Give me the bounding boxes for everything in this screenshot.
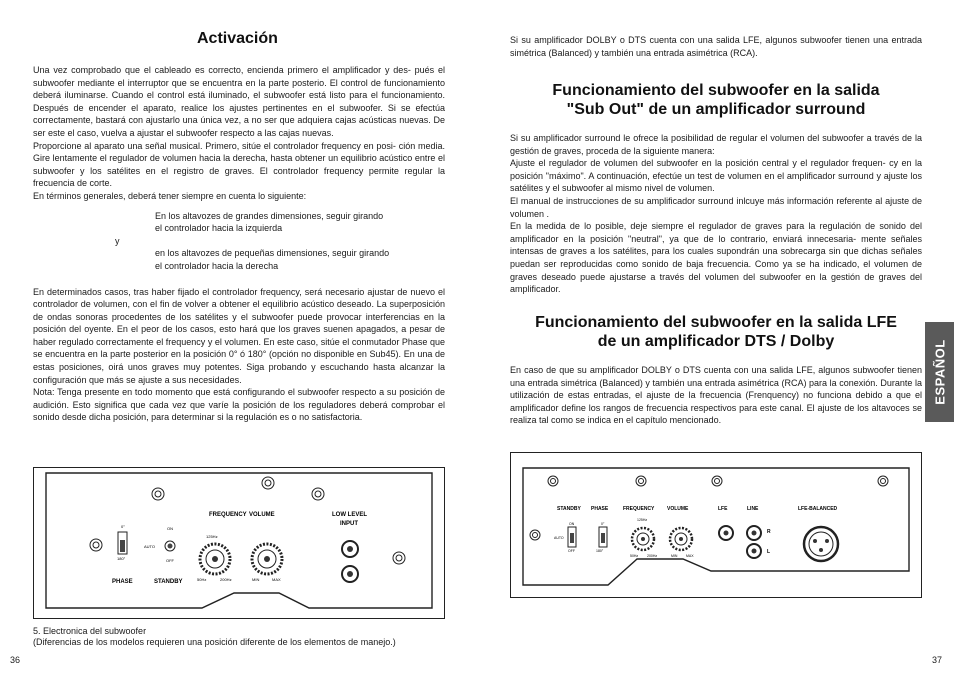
- text-line: frequency permite regular la frecuencia de corte.: [33, 165, 445, 189]
- panel-off-label: OFF: [166, 558, 174, 563]
- text-line: ción media. Gire lentamente el regulador de volumen hacia la derecha, hasta obtener un: [33, 140, 445, 164]
- panel-standby-label: STANDBY: [557, 506, 581, 512]
- text-line: de nuevo el controlador de volumen, con el fin de volver a obtener el equilibrio acústico: [33, 286, 445, 310]
- text-line: través de la gestión de graves, proceda de la siguiente manera:: [510, 133, 922, 156]
- text-line: entrada simétrica (Balanced) y también una entrada asimétrica (RCA).: [510, 35, 922, 58]
- right-page: [477, 0, 954, 675]
- panel-on-label: ON: [569, 522, 575, 526]
- text-line: En caso de que su amplificador DOLBY o DTS cuenta con una salida LFE, algunos subwoofer: [510, 365, 895, 375]
- panel-phase-label: PHASE: [112, 579, 133, 585]
- text-line: conexión. Durante la utilización de estas entradas, el ajuste de la frecuencia (Frenquency) no: [510, 377, 922, 401]
- text-line: adquiera cajas acústicas nuevas. De ser este el caso, vuelva a ajustar el subwoofer respecto: [33, 115, 445, 138]
- paragraph-wiring: [33, 64, 445, 140]
- panel-low-level-label: LOW LEVEL: [332, 512, 367, 518]
- text-line: sonido del amplificador en la posición "neutral", ya que de lo contrario, enviará innecesaria-: [510, 221, 922, 244]
- text-line: sin que dichas señales puedan ser reproducidas como sonido de baja frecuencia. Como ya: [510, 246, 922, 269]
- text-line: pués el subwoofer mediante el interruptor que se encuentra en la parte posterio. El control de: [33, 65, 445, 88]
- text-line: el subwoofer. Si se efectúa correctamente, bastará con ajustarlo una única vez, a no ser que: [33, 102, 445, 126]
- heading-line: Funcionamiento del subwoofer en la salida LFE: [535, 314, 897, 331]
- text-line: ajuste de volumen .: [510, 195, 922, 219]
- panel-lfe-balanced-label: LFE-BALANCED: [798, 506, 838, 512]
- language-side-tab: [925, 322, 954, 422]
- paragraph-general: En términos generales, deberá tener siempre en cuenta lo siguiente:: [33, 190, 307, 201]
- panel-125hz-label: 125Hz: [637, 518, 648, 522]
- right-intro-text: [510, 34, 922, 59]
- text-line: canal. El ajuste de los altavoces se realiza tal como se indica en el capítulo mencionado.: [510, 402, 922, 426]
- panel-200hz-label: 200Hz: [647, 554, 658, 558]
- left-body-text: [33, 64, 445, 424]
- text-line: funciona debido a que el amplificador define los rangos de frecuencia respectivos para este: [510, 390, 922, 413]
- heading-line: de un amplificador DTS / Dolby: [597, 333, 835, 350]
- paragraph-phase: [33, 286, 445, 387]
- panel-auto-label: AUTO: [144, 544, 156, 549]
- text-line: unos graves muy potentes. Siga probando y escuchando hasta alcanzar la configuración que: [33, 362, 445, 385]
- text-line: posición de audición. Esto significa que cada vez que varíe la posición de los reguladores: [33, 387, 445, 410]
- heading-line: Funcionamiento del subwoofer en la salida: [552, 82, 880, 99]
- text-line: que los graves suenen apagados, a pesar de haber regulado correctamente el frequency y: [33, 324, 445, 347]
- panel-50hz-label: 50Hz: [197, 577, 207, 582]
- panel-max-label: MAX: [686, 554, 694, 558]
- text-line: En los altavozes de grandes dimensiones, seguir girando: [155, 210, 384, 221]
- panel-standby-label: STANDBY: [154, 579, 183, 585]
- text-line: se ha indicado, el volumen de graves deseado puede ajustarse a través del volumen del: [510, 258, 922, 282]
- text-line: puede provocar interferencias en la posición del oyente. En el peor de los casos, esto hará: [33, 311, 445, 335]
- text-line: más se ajuste a sus necesidades.: [106, 374, 242, 385]
- panel-input-label: INPUT: [340, 521, 358, 527]
- paragraph-signal: [33, 140, 445, 190]
- text-line: Proporcione al aparato una señal musical. Primero, sitúe el controlador frequency en posi-: [33, 140, 396, 151]
- panel-phase-label: PHASE: [591, 506, 609, 512]
- caption-line: 5. Electronica del subwoofer: [33, 626, 147, 636]
- text-line: en la posición 0° ó 180° (opción no disponible en Sub45). En una de estas posiciones, oirá: [33, 349, 445, 373]
- panel-max-label: MAX: [272, 577, 281, 582]
- panel-r-label: R: [767, 529, 771, 535]
- text-line: el volumen. En este caso, sitúe el conmutador Phase que se encuentra en la parte posterior: [33, 336, 445, 360]
- panel-drawing-left: [34, 468, 444, 618]
- panel-lfe-label: LFE: [718, 506, 728, 512]
- panel-deg0-label: 0°: [121, 524, 125, 529]
- panel-volume-label: VOLUME: [249, 512, 275, 518]
- panel-125hz-label: 125Hz: [206, 534, 218, 539]
- text-line: deberá comprobar el sonido desde dicha posición, para determinar si la regulación es o no: [33, 399, 445, 423]
- text-line: Si su amplificador surround le ofrece la posibilidad de regular el volumen del subwoofer a: [510, 133, 872, 143]
- figure-caption: [33, 626, 396, 648]
- text-line: satisfactoria.: [311, 412, 363, 423]
- panel-deg0-label: 0°: [601, 522, 605, 526]
- text-line: Nota: Tenga presente en todo momento que está configurando el subwoofer respecto a su: [33, 387, 397, 398]
- panel-frequency-label: FREQUENCY: [209, 512, 247, 518]
- text-line: En determinados casos, tras haber fijado el controlador frequency, será necesario ajustar: [33, 286, 395, 297]
- panel-line-label: LINE: [747, 506, 759, 512]
- panel-min-label: MIN: [252, 577, 260, 582]
- heading-activacion: Activación: [197, 30, 278, 47]
- language-tab-label: ESPAÑOL: [932, 339, 947, 405]
- panel-on-label: ON: [167, 526, 173, 531]
- panel-deg180-label: 180°: [117, 556, 126, 561]
- text-line: En la medida de lo posible, deje siempre el regulador de graves para la regulación de: [510, 221, 876, 232]
- text-line: Si su amplificador DOLBY o DTS cuenta con una salida LFE, algunos subwoofer tienen una: [510, 35, 889, 45]
- panel-200hz-label: 200Hz: [220, 577, 232, 582]
- subwoofer-panel-figure-left: [33, 467, 445, 619]
- text-line: surround y ajuste los satélites y el subwoofer al mismo nivel de volumen.: [510, 170, 922, 194]
- text-line: funcionamiento deberá iluminarse. Cuando el control está iluminado, el subwoofer está listo: [33, 77, 445, 101]
- rule-small-speakers: [33, 247, 445, 272]
- panel-drawing-right: [511, 453, 921, 597]
- heading-line: "Sub Out" de un amplificador surround: [566, 101, 866, 118]
- rule-large-speakers: [33, 210, 445, 235]
- text-line: el controlador hacia la izquierda: [155, 223, 283, 234]
- text-line: a las cajas nuevas.: [257, 127, 334, 138]
- text-line: el controlador hacia la derecha: [155, 260, 279, 271]
- text-line: en los altavozes de pequeñas dimensiones, seguir girando: [155, 248, 390, 259]
- paragraph-note: [33, 386, 445, 424]
- page-number-right: 37: [932, 655, 943, 665]
- text-line: El manual de instrucciones de su amplificador surround inlcuye más información referente al: [510, 195, 883, 206]
- panel-off-label: OFF: [568, 549, 575, 553]
- text-line: Ajuste el regulador de volumen del subwoofer en la posición central y el regulador frequen-: [510, 158, 886, 169]
- text-line: tienen una entrada simétrica (Balanced) y también una entrada asimétrica (RCA) para la: [510, 365, 922, 388]
- text-line: deseado. La superposición de ondas sonoras procedentes de los satélites y el subwoofer: [33, 299, 445, 322]
- panel-frequency-label: FREQUENCY: [623, 506, 655, 512]
- text-line: Una vez comprobado que el cableado es correcto, encienda primero el amplificador y des-: [33, 65, 411, 75]
- text-line: equilibrio acústico entre el subwoofer y los satélites en el registro de graves. El controlador: [33, 153, 445, 176]
- lfe-section-text: [510, 364, 922, 427]
- panel-deg180-label: 180°: [596, 549, 604, 553]
- panel-volume-label: VOLUME: [667, 506, 689, 512]
- rule-connector: y: [115, 235, 120, 246]
- page-number-left: 36: [10, 655, 21, 665]
- text-line: para el funcionamiento. Después de encender el aparato, realice los ajustes pertinentes en: [33, 90, 446, 113]
- sub-out-section-text: [510, 132, 922, 296]
- panel-auto-label: AUTO: [554, 536, 564, 540]
- caption-line: (Diferencias de los modelos requieren una posición diferente de los elementos de manejo.): [33, 637, 396, 647]
- text-line: cy en la posición "máximo". A continuación, efectúe un test de volumen en el amplificador: [510, 158, 922, 181]
- subwoofer-panel-figure-right: [510, 452, 922, 598]
- heading-lfe: [510, 313, 922, 351]
- panel-min-label: MIN: [671, 554, 678, 558]
- panel-l-label: L: [767, 549, 771, 555]
- heading-sub-out: [510, 81, 922, 119]
- text-line: subwoofer en la gestión de graves del amplificador.: [510, 271, 922, 295]
- panel-50hz-label: 50Hz: [630, 554, 639, 558]
- text-line: mente señales intensas de graves a los satélites, para los cuales supondrán una sobrecarga: [510, 233, 922, 257]
